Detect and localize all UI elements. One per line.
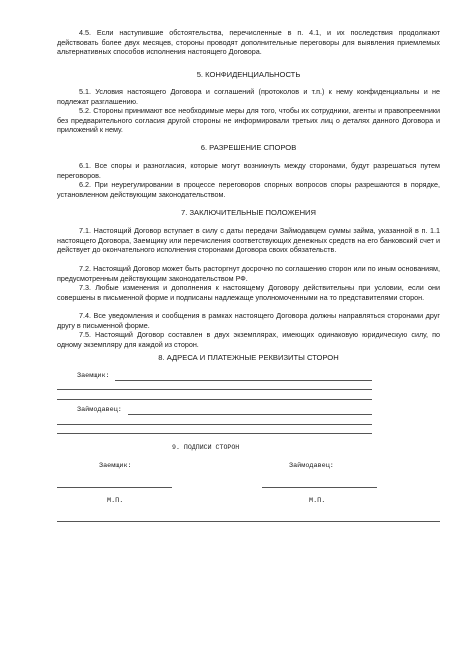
lender-signature-label: Займодавец:	[289, 462, 334, 470]
bottom-divider	[57, 521, 440, 522]
lender-stamp-label: М.П.	[309, 497, 326, 505]
clause-6-2: 6.2. При неурегулировании в процессе переговоров спорных вопросов споры разрешаются в порядке, установленном действующим законодательством.	[57, 180, 440, 199]
borrower-details-line-1	[115, 380, 372, 381]
clause-5-1: 5.1. Условия настоящего Договора и соглашений (протоколов и т.п.) к нему конфиденциальны и не подлежат разглашению.	[57, 87, 440, 106]
clause-7-4: 7.4. Все уведомления и сообщения в рамках настоящего Договора должны направляться сторонами друг другу в письменной форме.	[57, 311, 440, 330]
section-5-heading: 5. КОНФИДЕНЦИАЛЬНОСТЬ	[196, 70, 301, 79]
borrower-signature-label: Заемщик:	[99, 462, 132, 470]
lender-details-line-3	[57, 433, 372, 434]
lender-details-line-2	[57, 424, 372, 425]
clause-7-1: 7.1. Настоящий Договор вступает в силу с даты передачи Займодавцем суммы займа, указанной в п. 1.1 настоящего Договора, Заемщику или перечисления соответствующих денежных средств на его банковский счет и действует до окончательного исполнения сторонами Договора своих обязательств.	[57, 226, 440, 254]
clause-7-2: 7.2. Настоящий Договор может быть расторгнут досрочно по соглашению сторон или по иным основаниям, предусмотренным действующим законодательством РФ.	[57, 264, 440, 283]
borrower-stamp-label: М.П.	[107, 497, 124, 505]
section-7-heading: 7. ЗАКЛЮЧИТЕЛЬНЫЕ ПОЛОЖЕНИЯ	[181, 208, 316, 217]
clause-6-1: 6.1. Все споры и разногласия, которые могут возникнуть между сторонами, будут разрешаться путем переговоров.	[57, 161, 440, 180]
section-6-heading: 6. РАЗРЕШЕНИЕ СПОРОВ	[200, 143, 297, 152]
clause-7-5: 7.5. Настоящий Договор составлен в двух экземплярах, имеющих одинаковую юридическую силу, по одному экземпляру для каждой из сторон.	[57, 330, 440, 349]
borrower-details-line-3	[57, 399, 372, 400]
lender-details-line-1	[128, 414, 372, 415]
lender-details-label: Займодавец:	[77, 406, 122, 414]
clause-4-5: 4.5. Если наступившие обстоятельства, перечисленные в п. 4.1, и их последствия продолжают действовать более двух месяцев, стороны проводят дополнительные переговоры для выявления приемлемых альтернативных способов исполнения настоящего Договора.	[57, 28, 440, 56]
borrower-details-line-2	[57, 389, 372, 390]
section-8-heading: 8. АДРЕСА И ПЛАТЕЖНЫЕ РЕКВИЗИТЫ СТОРОН	[158, 353, 339, 362]
clause-5-2: 5.2. Стороны принимают все необходимые меры для того, чтобы их сотрудники, агенты и правопреемники без предварительного согласия другой стороны не информировали третьих лиц о деталях данного Договора и приложений к нему.	[57, 106, 440, 134]
borrower-details-label: Заемщик:	[77, 372, 110, 380]
lender-signature-line	[262, 487, 377, 488]
clause-7-3: 7.3. Любые изменения и дополнения к настоящему Договору действительны при условии, если они совершены в письменной форме и подписаны надлежаще уполномоченными на то представителями сторон.	[57, 283, 440, 302]
section-9-heading: 9. ПОДПИСИ СТОРОН	[172, 444, 240, 451]
borrower-signature-line	[57, 487, 172, 488]
